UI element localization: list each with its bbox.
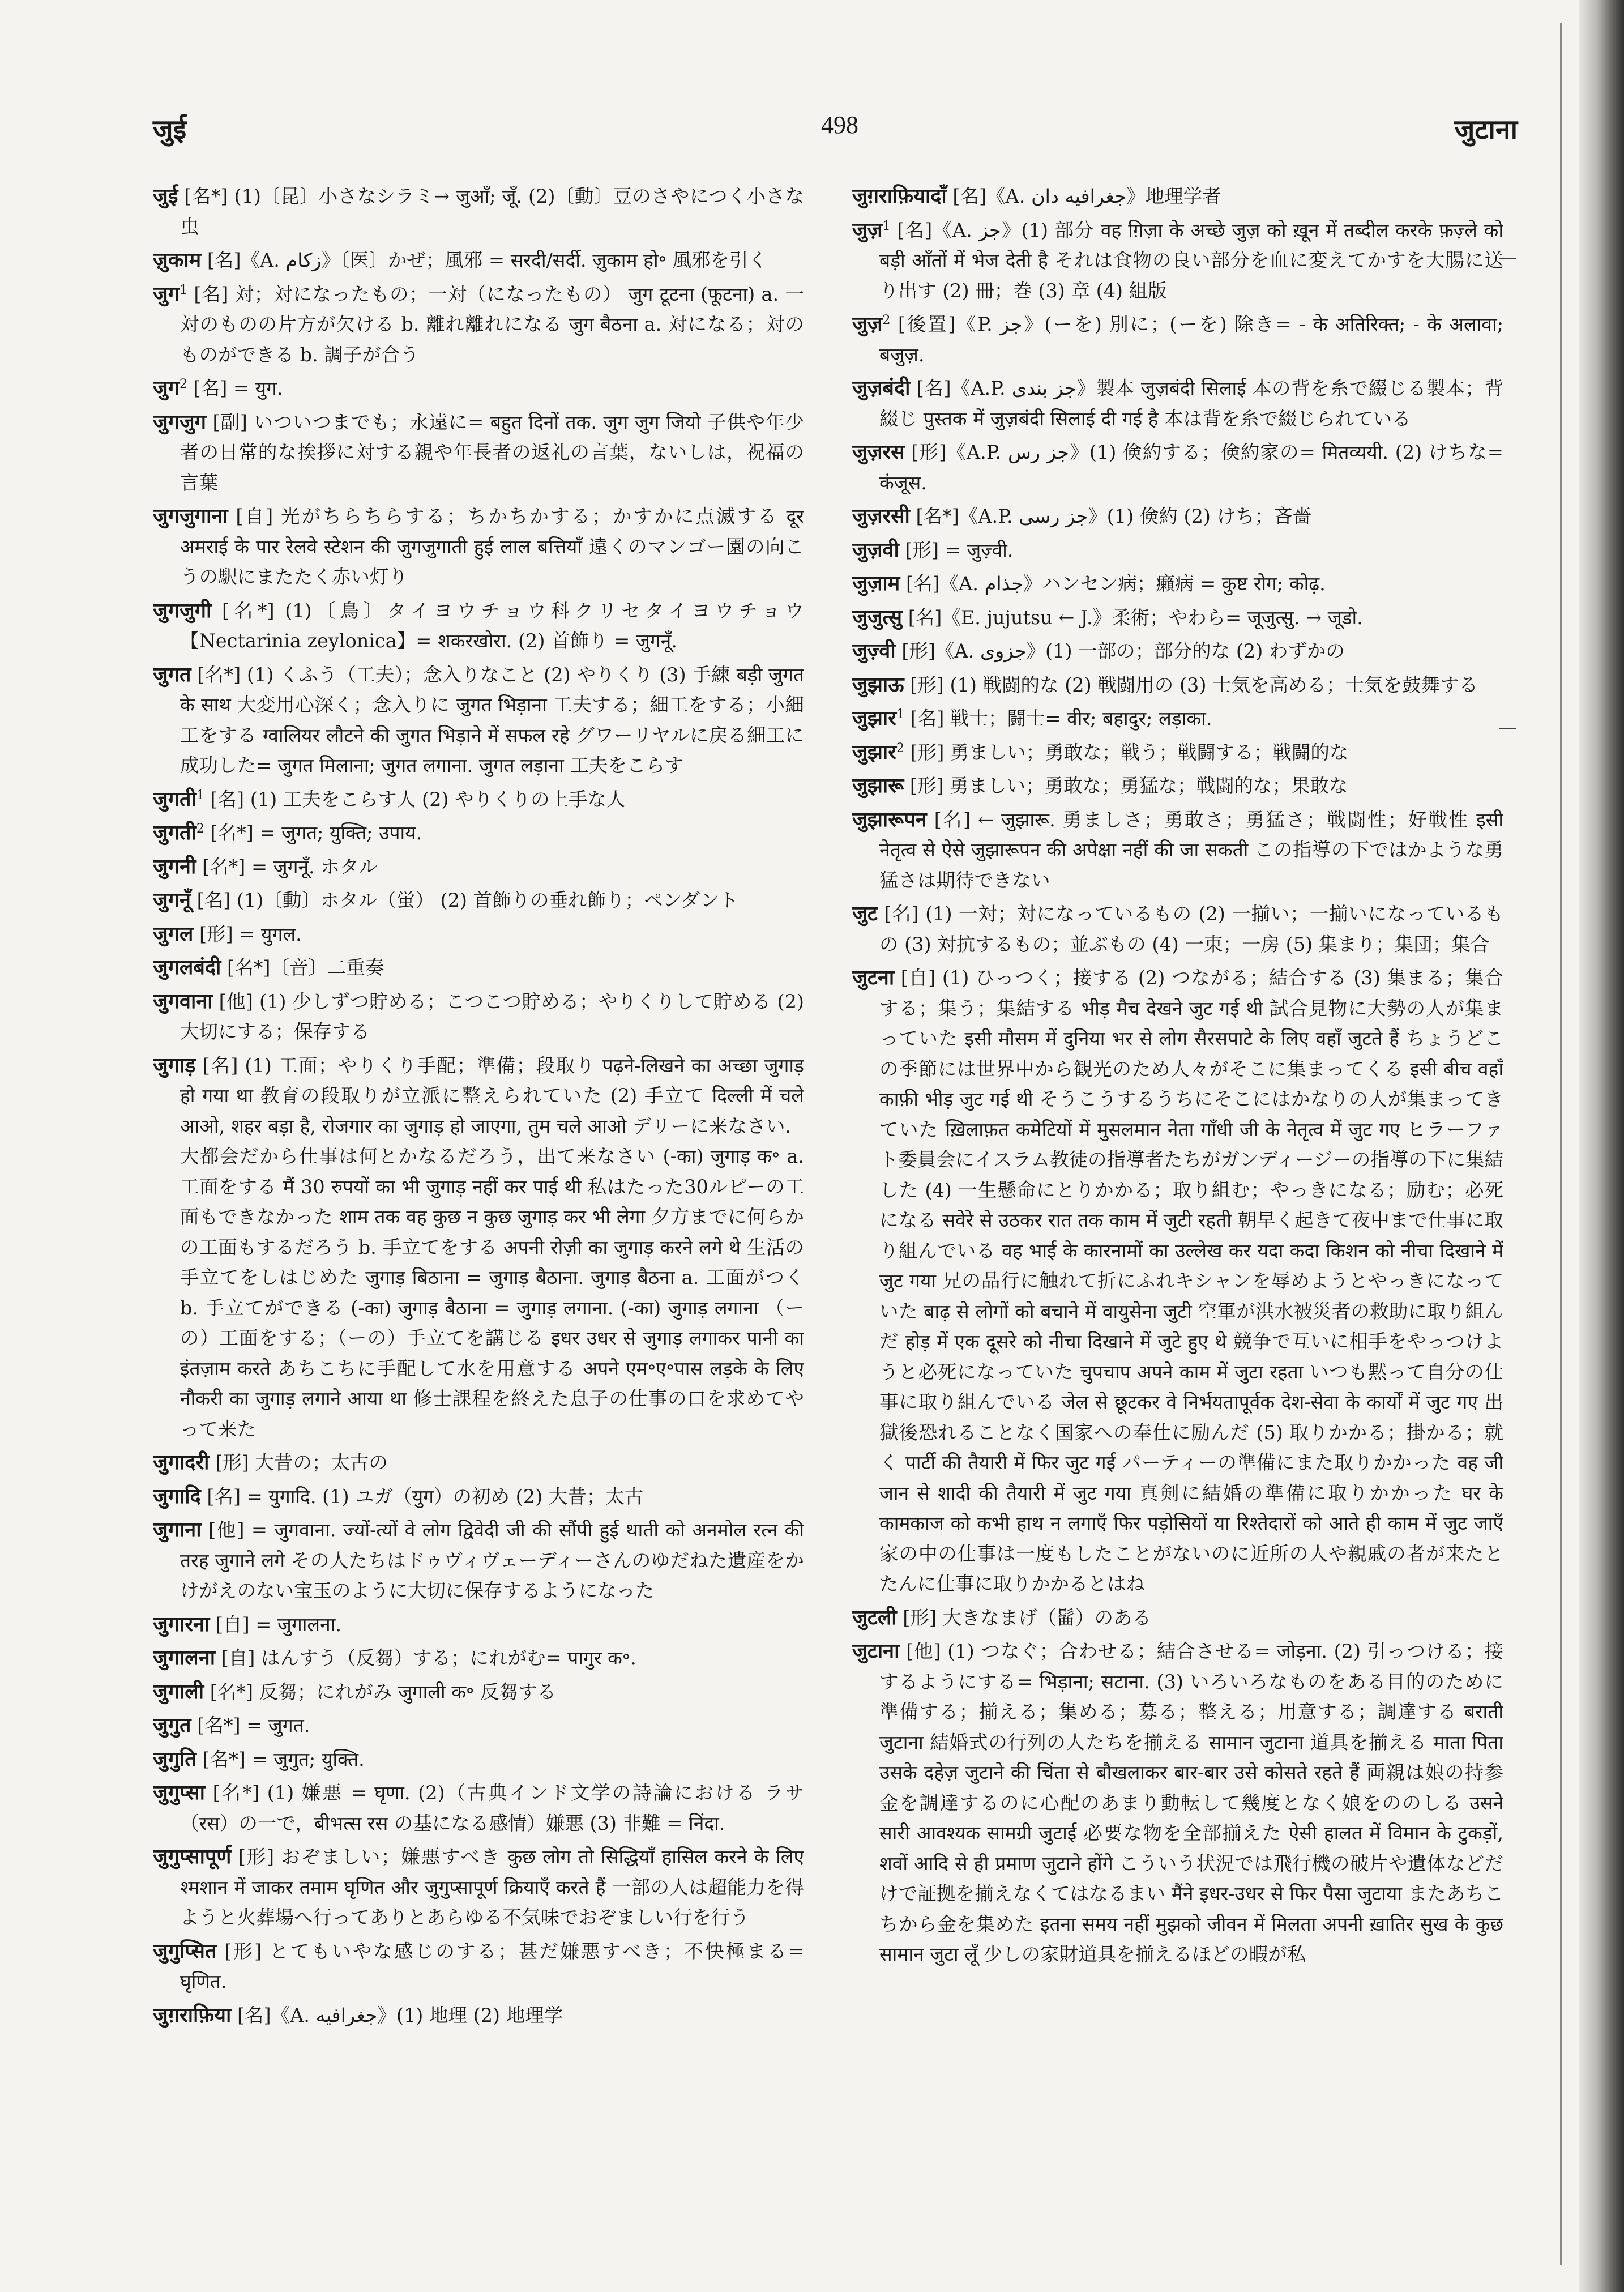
headword: जुगाली bbox=[153, 1679, 204, 1704]
dictionary-entry bbox=[852, 670, 1503, 701]
dictionary-entry bbox=[153, 279, 804, 370]
headword: जुज़ bbox=[852, 217, 883, 242]
definition: [後置]《P. جز》(ーを) 別に；(ーを) 除き= - के अतिरिक्त; - के अलावा; बजुज़. bbox=[879, 313, 1503, 366]
headword: जुगजुगी bbox=[153, 598, 212, 622]
definition: [形] 大きなまげ（髷）のある bbox=[903, 1606, 1152, 1629]
headword: जुगजुग bbox=[153, 409, 206, 434]
definition: [形] = जुज़्वी. bbox=[905, 539, 1014, 561]
dictionary-entry bbox=[153, 953, 804, 983]
homonym-number: 1 bbox=[882, 219, 891, 233]
dictionary-entry bbox=[852, 963, 1503, 1599]
definition: [名]《A. جغرافیه دان》地理学者 bbox=[952, 185, 1221, 207]
headword: जुगुति bbox=[153, 1747, 196, 1771]
headword: जुटाना bbox=[852, 1639, 900, 1663]
definition: [副] いついつまでも；永遠に= बहुत दिनों तक. जुग जुग जियो 子供や年少者の日常的な挨拶に対する親や年長者の返礼の言葉，ないしは，祝福の言葉 bbox=[180, 411, 804, 494]
definition: [名*] 反芻；にれがみ जुगाली क॰ 反芻する bbox=[210, 1680, 556, 1703]
dictionary-entry bbox=[153, 1710, 804, 1741]
headword: जुगत bbox=[153, 662, 191, 686]
dictionary-entry bbox=[852, 535, 1503, 566]
dictionary-entry bbox=[852, 703, 1503, 734]
dictionary-entry bbox=[153, 919, 804, 950]
dictionary-entry bbox=[153, 2000, 804, 2031]
headword: जुगल bbox=[153, 921, 194, 946]
headword: जुझारूपन bbox=[852, 807, 927, 831]
dictionary-entry bbox=[852, 1603, 1503, 1633]
definition: [名]《A. جذام》ハンセン病；癩病 = कुष्ट रोग; कोढ़. bbox=[905, 573, 1326, 595]
definition: [名]《A. جغرافیه》(1) 地理 (2) 地理学 bbox=[237, 2004, 563, 2026]
headword: जुगारना bbox=[153, 1612, 210, 1636]
dictionary-entry bbox=[153, 1744, 804, 1775]
headword: जुजुत्सु bbox=[852, 605, 903, 629]
dictionary-entry bbox=[852, 569, 1503, 599]
spine-fold-line bbox=[1560, 23, 1562, 2265]
dictionary-entry bbox=[852, 373, 1503, 434]
definition: [名*] (1) くふう（工夫）；念入りなこと (2) やりくり (3) 手練 बड़ी जुगत के साथ 大変用心深く；念入りに जुगत भिड़ाना 工夫する；細工をする；小細工をする ग्वालियर लौटने की जुगत भिड़ाने में सफल रहे グワーリヤルに戻る細工に成功した= जुगत मिलाना; जुगत लगाना. जुगत लड़ाना 工夫をこらす bbox=[180, 663, 804, 776]
definition: [名*] = जुगत. bbox=[197, 1714, 310, 1736]
definition: [形]《A. جزوی》(1) 一部の；部分的な (2) わずかの bbox=[901, 640, 1345, 662]
definition: [名*]〔音〕二重奏 bbox=[227, 957, 384, 979]
dictionary-entry bbox=[153, 987, 804, 1047]
homonym-number: 2 bbox=[896, 741, 904, 756]
dictionary-entry bbox=[153, 1677, 804, 1708]
headword: जुज़ाम bbox=[852, 571, 900, 595]
dictionary-entry bbox=[153, 852, 804, 882]
definition: [名] = युग. bbox=[193, 377, 283, 399]
headword: जुगजुगाना bbox=[153, 504, 228, 528]
definition: [形] とてもいやな感じのする；甚だ嫌悪すべき；不快極まる= घृणित. bbox=[180, 1940, 804, 1992]
definition: [名] (1) 工夫をこらす人 (2) やりくりの上手な人 bbox=[210, 788, 626, 810]
headword: जुज़रसी bbox=[852, 504, 910, 528]
definition: [名]《A. جز》(1) 部分 वह ग़िज़ा के अच्छे जुज़ को ख़ून में तब्दील करके फ़ज़्ले को बड़ी आँतों में भेज देती है それは食物の良い部分を血に変えてかすを大腸に送り出す (2) 冊；巻 (3) 章 (4) 組版 bbox=[879, 219, 1503, 302]
dictionary-entry bbox=[852, 501, 1503, 532]
right-column bbox=[852, 181, 1503, 2220]
dictionary-entry bbox=[852, 437, 1503, 498]
definition: [名]《A. زکام》〔医〕かぜ；風邪 = सरदी/सर्दी. ज़ुकाम हो॰ 風邪を引く bbox=[207, 249, 768, 271]
headword: जुट bbox=[852, 902, 878, 925]
definition: [自] (1) ひっつく；接する (2) つながる；結合する (3) 集まる；集合する；集う；集結する भीड़ मैच देखने जुट गई थी 試合見物に大勢の人が集まっていた इसी मौसम में दुनिया भर से लोग सैरसपाटे के लिए वहाँ जुटते हैं ちょうどこの季節には世界中から観光のため人々がそこに集まってくる इसी बीच वहाँ काफ़ी भीड़ जुट गई थी そうこうするうちにそこにはかなりの人が集まってきていた ख़िलाफ़त कमेटियों में मुसलमान नेता गाँधी जी के नेतृत्व में जुट गए ヒラーファト委員会にイスラム教徒の指導者たちがガンディージーの指導の下に集結した (4) 一生懸命にとりかかる；取り組む；やっきになる；励む；必死になる सवेरे से उठकर रात तक काम में जुटी रहती 朝早く起きて夜中まで仕事に取り組んでいる वह भाई के कारनामों का उल्लेख कर यदा कदा किशन को नीचा दिखाने में जुट गया 兄の品行に触れて折にふれキシャンを辱めようとやっきになっていた बाढ़ से लोगों को बचाने में वायुसेना जुटी 空軍が洪水被災者の救助に取り組んだ होड़ में एक दूसरे को नीचा दिखाने में जुटे हुए थे 競争で互いに相手をやっつけようと必死になっていた चुपचाप अपने काम में जुटा रहता いつも黙って自分の仕事に取り組んでいる जेल से छूटकर वे निर्भयतापूर्वक देश-सेवा के कार्यों में जुट गए 出獄後恐れることなく国家への奉仕に励んだ (5) 取りかかる；掛かる；就く पार्टी की तैयारी में फिर जुट गई パーティーの準備にまた取りかかった वह जी जान से शादी की तैयारी में जुट गया 真剣に結婚の準備に取りかかった घर के कामकाज को कभी हाथ न लगाएँ फिर पड़ोसियों या रिश्तेदारों को आते ही काम में जुट जाएँ 家の中の仕事は一度もしたことがないのに近所の人や親戚の者が来たとたんに仕事に取りかかるとはね bbox=[879, 967, 1503, 1595]
definition: [他] = जुगवाना. ज्यों-त्यों वे लोग द्विवेदी जी की सौंपी हुई थाती को अनमोल रत्न की तरह जुगाने लगे その人たちはドゥヴィヴェーディーさんのゆだねた遺産をかけがえのない宝玉のように大切に保存するようになった bbox=[180, 1519, 804, 1602]
dictionary-entry bbox=[852, 771, 1503, 801]
headword: जुगवाना bbox=[153, 989, 213, 1013]
headword: जुगलबंदी bbox=[153, 955, 221, 979]
homonym-number: 2 bbox=[882, 313, 891, 327]
homonym-number: 1 bbox=[179, 283, 187, 297]
headword: जुगाड़ bbox=[153, 1053, 196, 1077]
dictionary-entry bbox=[153, 181, 804, 242]
definition: [名] (1)〔動〕ホタル（蛍） (2) 首飾りの垂れ飾り；ペンダント bbox=[196, 889, 738, 911]
headword: जुग़राफ़ियादाँ bbox=[852, 184, 947, 208]
definition: [名] (1) 工面；やりくり手配；準備；段取り पढ़ने-लिखने का अच्छा जुगाड़ हो गया था 教育の段取りが立派に整えられていた (2) 手立て दिल्ली में चले आओ, शहर बड़ा है, रोजगार का जुगाड़ हो जाएगा, तुम चले आओ デリーに来なさい．大都会だから仕事は何とかなるだろう，出て来なさい (-का) जुगाड़ क॰ a. 工面をする मैं 30 रुपयों का भी जुगाड़ नहीं कर पाई थी 私はたった30ルピーの工面もできなかった शाम तक वह कुछ न कुछ जुगाड़ कर भी लेगा 夕方までに何らかの工面もするだろう b. 手立てをする अपनी रोज़ी का जुगाड़ करने लगे थे 生活の手立てをしはじめた जुगाड़ बिठाना = जुगाड़ बैठाना. जुगाड़ बैठना a. 工面がつく b. 手立てができる (-का) जुगाड़ बैठाना = जुगाड़ लगाना. (-का) जुगाड़ लगाना （ーの）工面をする；（ーの）手立てを講じる इधर उधर से जुगाड़ लगाकर पानी का इंतज़ाम करते あちこちに手配して水を用意する अपने एम॰ए॰पास लड़के के लिए नौकरी का जुगाड़ लगाने आया था 修士課程を終えた息子の仕事の口を求めてやって来た bbox=[180, 1054, 804, 1440]
headword: जुझार bbox=[852, 706, 896, 730]
definition: [名] ← जुझारू. 勇ましさ；勇敢さ；勇猛さ；戦闘性；好戦性 इसी नेतृत्व से ऐसे जुझारूपन की अपेक्षा नहीं की जा सकती この指導の下ではかような勇猛さは期待できない bbox=[879, 808, 1503, 891]
headword: जुगादरी bbox=[153, 1450, 210, 1474]
definition: [形] 大昔の；太古の bbox=[215, 1452, 388, 1474]
headword: जुग bbox=[153, 281, 180, 306]
definition: [名*] = जुगत; युक्ति; उपाय. bbox=[210, 822, 422, 844]
headword: जुगाना bbox=[153, 1518, 202, 1542]
dictionary-entry bbox=[852, 215, 1503, 306]
definition: [形] 勇ましい；勇敢な；勇猛な；戦闘的な；果敢な bbox=[909, 775, 1348, 797]
headword: जुगनूँ bbox=[153, 888, 191, 912]
dictionary-entry bbox=[153, 1482, 804, 1512]
definition: [名] (1) 一対；対になっているもの (2) 一揃い；一揃いになっているもの (3) 対抗するもの；並ぶもの (4) 一束；一房 (5) 集まり；集団；集合 bbox=[879, 903, 1503, 955]
definition: [名]《A.P. جز بندی》製本 जुज़बंदी सिलाई 本の背を糸で綴じる製本；背綴じ पुस्तक में जुज़बंदी सिलाई दी गई है 本は背を糸で綴じられている bbox=[879, 377, 1503, 430]
definition: [名*]《A.P. جز رسی》(1) 倹約 (2) けち；吝嗇 bbox=[916, 505, 1312, 527]
dictionary-entry bbox=[852, 636, 1503, 667]
dictionary-entry bbox=[153, 1051, 804, 1445]
headword: जुज़ bbox=[852, 312, 883, 336]
book-spine-shadow bbox=[1579, 0, 1624, 2292]
dictionary-entry bbox=[153, 1515, 804, 1606]
dictionary-entry bbox=[153, 1643, 804, 1674]
headword: जुटना bbox=[852, 966, 895, 989]
dictionary-entry bbox=[153, 501, 804, 592]
headword: जुज़बंदी bbox=[852, 376, 911, 400]
running-head bbox=[153, 110, 1518, 150]
headword: जुज़वी bbox=[852, 537, 899, 562]
headword: जुटली bbox=[852, 1605, 897, 1629]
homonym-number: 2 bbox=[196, 821, 204, 836]
headword: जुगनी bbox=[153, 854, 196, 878]
dictionary-entry bbox=[852, 181, 1503, 212]
definition: [名] 戦士；闘士= वीर; बहादुर; लड़ाका. bbox=[910, 707, 1212, 729]
definition: [形]《A.P. جز رس》(1) 倹約する；倹約家の= मितव्ययी. (2) けちな= कंजूस. bbox=[879, 441, 1503, 494]
dictionary-entry bbox=[153, 1448, 804, 1478]
dictionary-entry bbox=[852, 1636, 1503, 1970]
dictionary-entry bbox=[153, 1610, 804, 1640]
headword: जुज़्वी bbox=[852, 639, 896, 663]
left-column bbox=[153, 181, 804, 2220]
definition: [名*] = जुगनूँ. ホタル bbox=[202, 855, 378, 878]
definition: [自] 光がちらちらする；ちかちかする；かすかに点滅する दूर अमराई के पार रेलवे स्टेशन की जुगजुगाती हुई लाल बत्तियाँ 遠くのマンゴー園の向こうの駅にまたたく赤い灯り bbox=[180, 505, 804, 588]
definition: [形] おぞましい；嫌悪すべき कुछ लोग तो सिद्धियाँ हासिल करने के लिए श्मशान में जाकर तमाम घृणित और जुगुप्सापूर्ण क्रियाएँ करते हैं 一部の人は超能力を得ようと火葬場へ行ってありとあらゆる不気味でおぞましい行を行う bbox=[180, 1846, 804, 1928]
dictionary-entry bbox=[852, 805, 1503, 896]
dictionary-entry bbox=[852, 603, 1503, 633]
headword: जुगुप्सा bbox=[153, 1781, 205, 1804]
definition: [名]《E. jujutsu ← J.》柔術；やわら= जूजुत्सु. → जूडो. bbox=[908, 606, 1363, 629]
dictionary-entry bbox=[852, 899, 1503, 959]
headword: जुज़रस bbox=[852, 440, 905, 464]
definition: [名*] (1)〔昆〕小さなシラミ→ जुआँ; जूँ. (2)〔動〕豆のさやにつく小さな虫 bbox=[180, 185, 804, 238]
guide-word-right: जुटाना bbox=[1454, 114, 1518, 146]
dictionary-entry bbox=[852, 737, 1503, 768]
definition: [形] (1) 戦闘的な (2) 戦闘用の (3) 士気を高める；士気を鼓舞する bbox=[910, 673, 1478, 696]
headword: जुग bbox=[153, 376, 180, 400]
dictionary-entry bbox=[153, 245, 804, 276]
headword: जुझाऊ bbox=[852, 672, 904, 697]
definition: [名*] (1) 嫌悪 = घृणा. (2)（古典インド文学の詩論における ラサ（रस）の一で，बीभत्स रस の基になる感情）嫌悪 (3) 非難 = निंदा. bbox=[180, 1782, 804, 1834]
dictionary-entry bbox=[153, 885, 804, 916]
margin-tick-mark bbox=[1499, 728, 1516, 741]
headword: जुग़राफ़िया bbox=[153, 2003, 232, 2027]
dictionary-entry bbox=[153, 660, 804, 781]
headword: जुगती bbox=[153, 821, 196, 844]
headword: जुगुप्सित bbox=[153, 1939, 217, 1963]
headword: जुगालना bbox=[153, 1646, 216, 1670]
dictionary-entry bbox=[153, 1842, 804, 1933]
headword: जुगती bbox=[153, 787, 196, 811]
definition: [名*] = जुगुत; युक्ति. bbox=[202, 1748, 365, 1770]
definition: [名] 対；対になったもの；一対（になったもの） जुग टूटना (फूटना) a. 一対のものの片方が欠ける b. 離れ離れになる जुग बैठना a. 対になる；対のものができる b. 調子が合う bbox=[180, 283, 804, 366]
headword: जुझारू bbox=[852, 774, 904, 797]
headword: जुई bbox=[153, 184, 178, 208]
headword: जुगादि bbox=[153, 1484, 201, 1508]
definition: [名*] (1)〔鳥〕タイヨウチョウ科クリセタイヨウチョウ【Nectarinia zeylonica】= शकरखोरा. (2) 首飾り = जुगनूँ. bbox=[180, 599, 804, 652]
guide-word-left: जुई bbox=[153, 114, 187, 146]
homonym-number: 1 bbox=[896, 707, 904, 722]
dictionary-entry bbox=[153, 784, 804, 815]
definition: [自] = जुगालना. bbox=[216, 1613, 342, 1636]
headword: जुगुप्सापूर्ण bbox=[153, 1845, 232, 1868]
dictionary-entry bbox=[153, 1778, 804, 1838]
definition: [他] (1) 少しずつ貯める；こつこつ貯める；やりくりして貯める (2) 大切にする；保存する bbox=[180, 990, 804, 1043]
definition: [形] = युगल. bbox=[199, 923, 302, 945]
headword: जुझार bbox=[852, 740, 896, 764]
definition: [他] (1) つなぐ；合わせる；結合させる= जोड़ना. (2) 引っつける；接するようにする= भिड़ाना; सटाना. (3) いろいろなものをある目的のために準備する；揃える；集める；募る；整える；用意する；調達する बराती जुटाना 結婚式の行列の人たちを揃える सामान जुटाना 道具を揃える माता पिता उसके दहेज़ जुटाने की चिंता से बौखलाकर बार-बार उसे कोसते रहते हैं 両親は娘の持参金を調達するのに心配のあまり動転して幾度となく娘をののしる उसने सारी आवश्यक सामग्री जुटाई 必要な物を全部揃えた ऐसी हालत में विमान के टुकड़ों, शवों आदि से ही प्रमाण जुटाने होंगे こういう状況では飛行機の破片や遺体などだけで証拠を揃えなくてはなるまい मैंने इधर-उधर से फिर पैसा जुटाया またあちこちから金を集めた इतना समय नहीं मुझको जीवन में मिलता अपनी ख़ातिर सुख के कुछ सामान जुटा लूँ 少しの家財道具を揃えるほどの暇が私 bbox=[879, 1640, 1503, 1965]
margin-tick-mark bbox=[1499, 258, 1516, 271]
dictionary-entry bbox=[852, 309, 1503, 370]
dictionary-entry bbox=[153, 596, 804, 656]
dictionary-entry bbox=[153, 818, 804, 848]
definition: [自] はんすう（反芻）する；にれがむ= पागुर क॰. bbox=[221, 1647, 636, 1669]
dictionary-entry bbox=[153, 1936, 804, 1997]
page-number: 498 bbox=[821, 111, 858, 139]
dictionary-entry bbox=[153, 373, 804, 404]
definition: [名] = युगादि. (1) ユガ（युग）の初め (2) 大昔；太古 bbox=[207, 1485, 644, 1508]
homonym-number: 2 bbox=[179, 377, 187, 391]
definition: [形] 勇ましい；勇敢な；戦う；戦闘する；戦闘的な bbox=[910, 741, 1349, 763]
headword: ज़ुकाम bbox=[153, 248, 202, 272]
homonym-number: 1 bbox=[196, 788, 204, 803]
headword: जुगुत bbox=[153, 1713, 191, 1737]
dictionary-entry bbox=[153, 407, 804, 498]
